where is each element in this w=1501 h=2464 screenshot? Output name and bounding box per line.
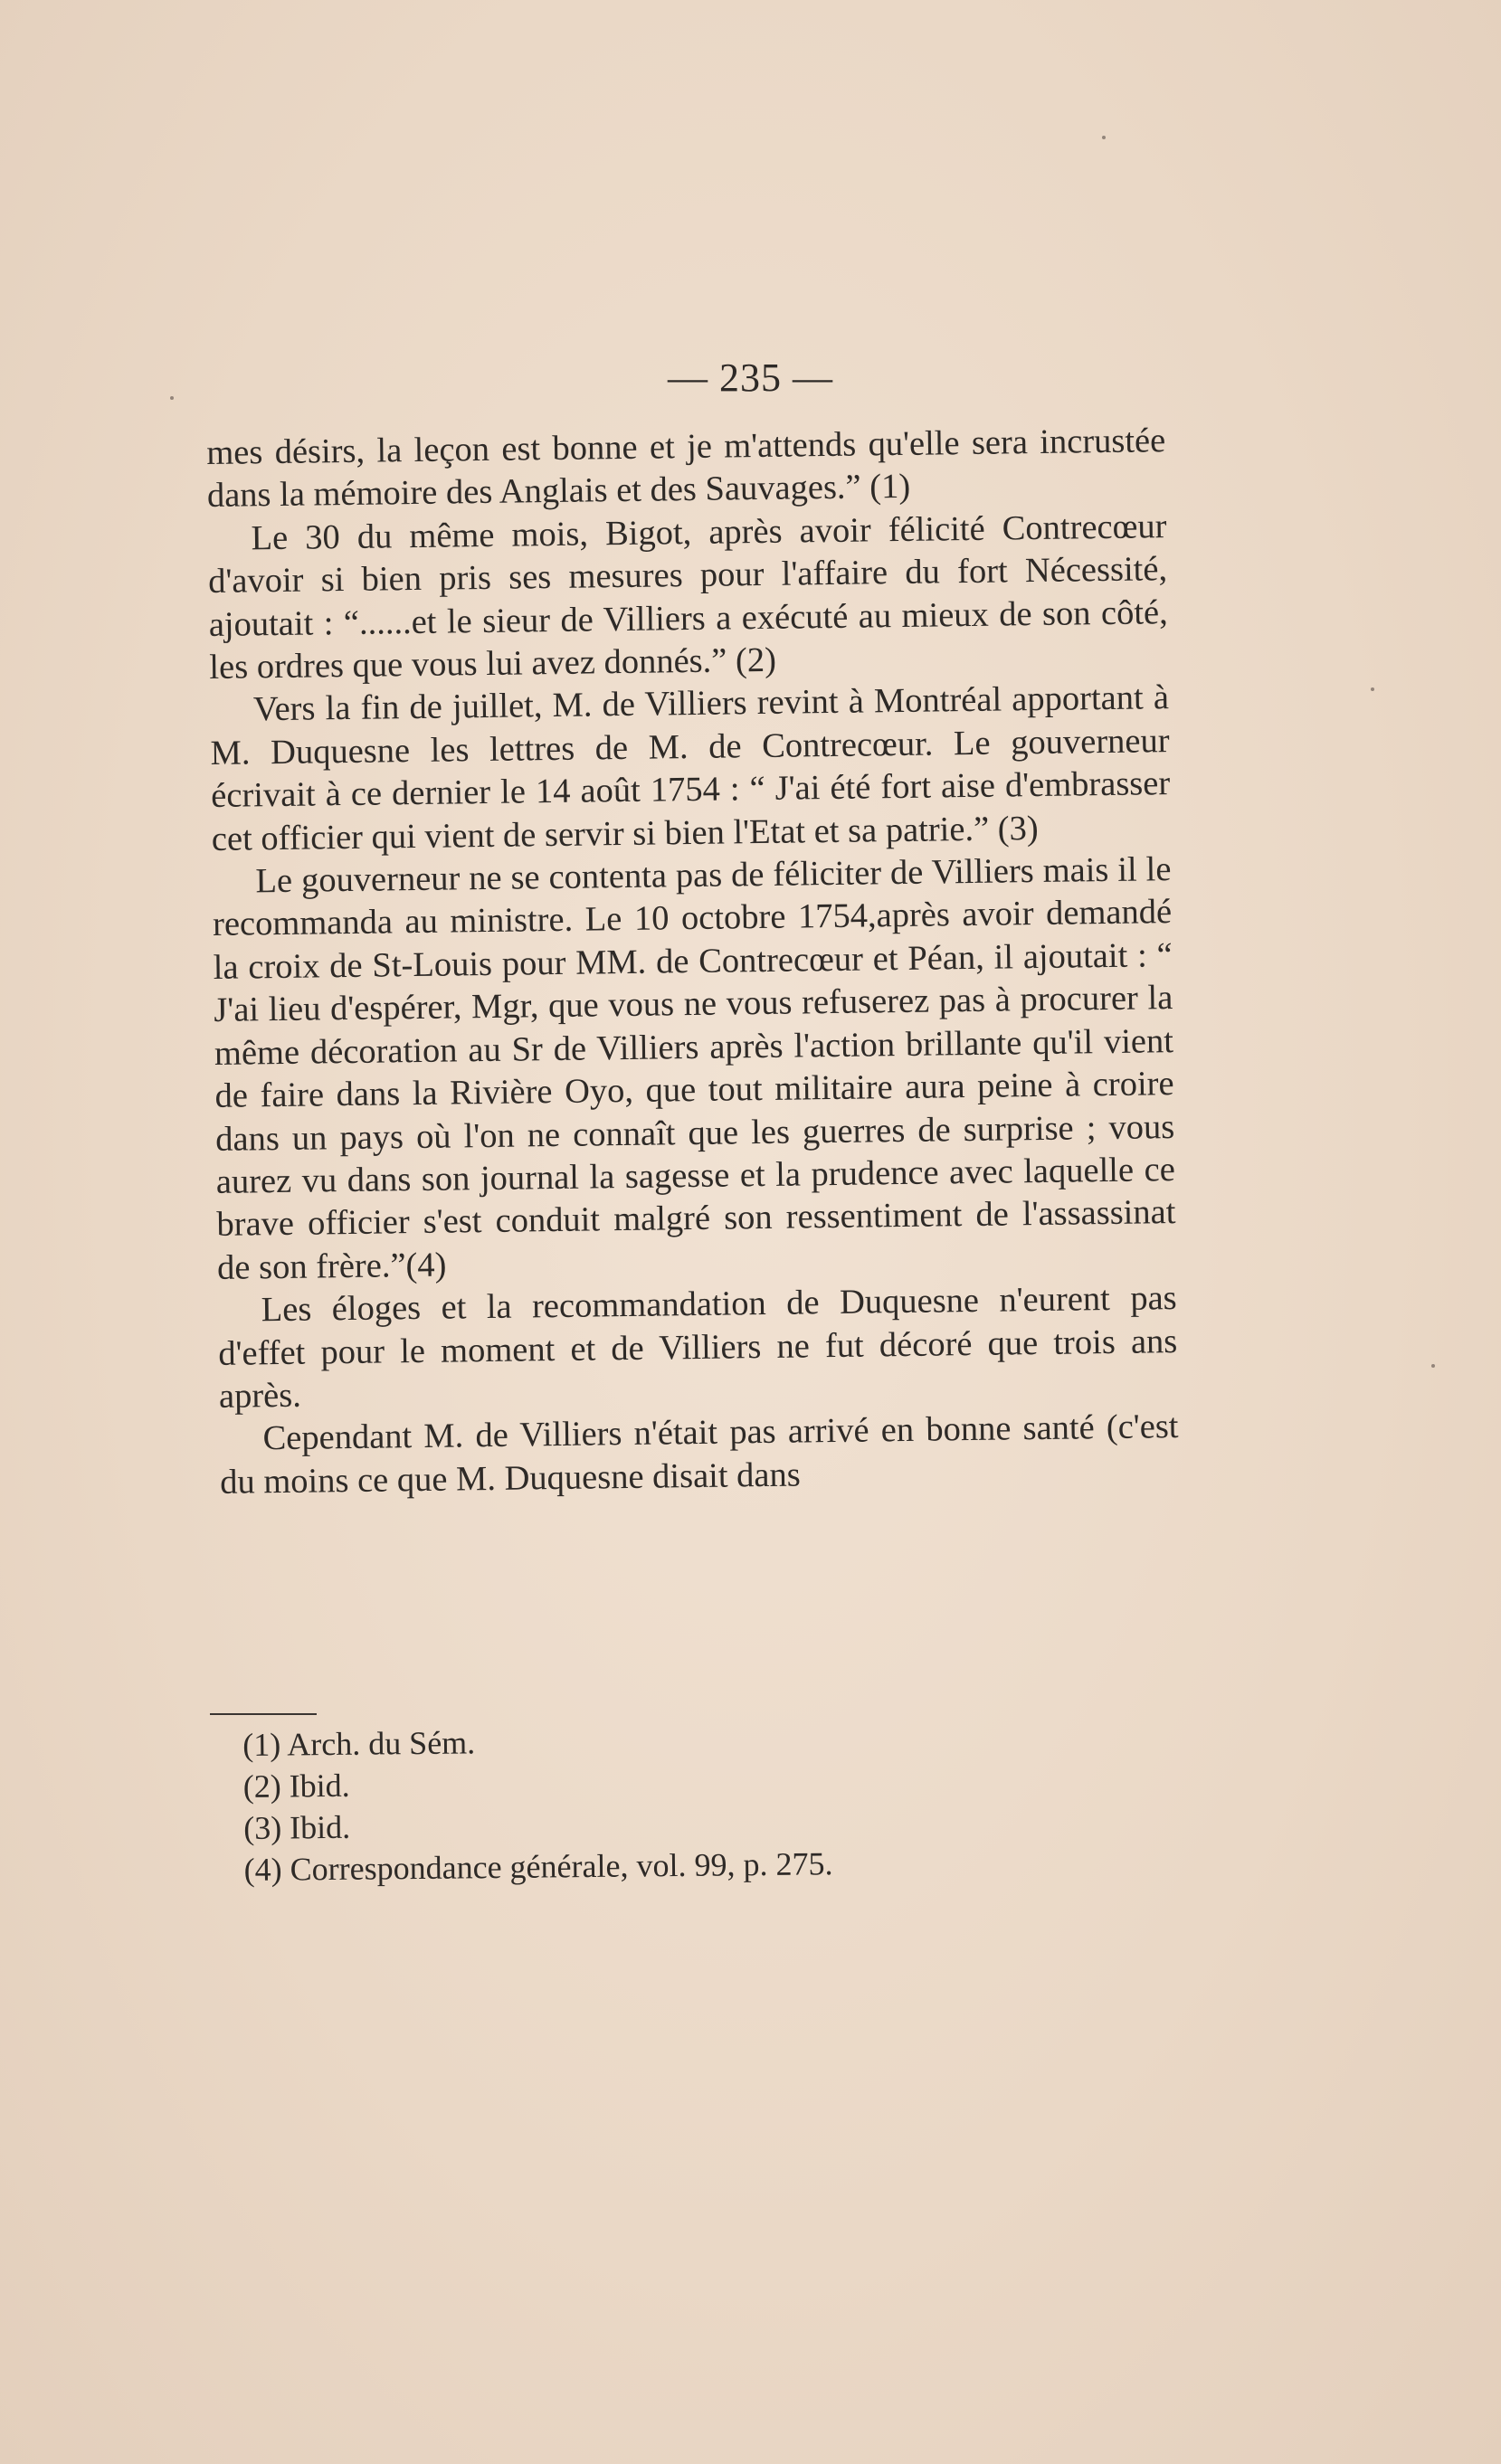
- paragraph: Le gouverneur ne se contenta pas de féliciter de Villiers mais il le recommanda au ministre. Le 10 octobre 1754,après avoir demandé la croix de St-Louis pour MM. de Contrecœur et Péan, il ajoutait : “ J'ai lieu d'espérer, Mgr, que vous ne vous refuserez pas à procurer la même décoration au Sr de Villiers après l'action brillante qu'il vient de faire dans la Rivière Oyo, que tout militaire aura peine à croire dans un pays où l'on ne connaît que les guerres de surprise ; vous aurez vu dans son journal la sagesse et la prudence avec laquelle ce brave officier s'est conduit malgré son ressentiment de l'assassinat de son frère.”(4): [212, 850, 1176, 1287]
- paragraph: Les éloges et la recommandation de Duquesne n'eurent pas d'effet pour le moment et de Villiers ne fut décoré que trois ans après.: [218, 1279, 1178, 1416]
- paper-speck: [1431, 1364, 1435, 1368]
- footnote-separator: [210, 1713, 317, 1715]
- footnote: (3) Ibid.: [242, 1808, 351, 1846]
- paper-speck: [1102, 136, 1106, 139]
- paragraph: Cependant M. de Villiers n'était pas arrivé en bonne santé (c'est du moins ce que M. Duquesne disait dans: [219, 1407, 1179, 1502]
- body-text: [206, 420, 1179, 1504]
- paper-speck: [1371, 687, 1374, 691]
- paragraph: mes désirs, la leçon est bonne et je m'attends qu'elle sera incrustée dans la mémoire des Anglais et des Sauvages.” (1): [206, 422, 1166, 516]
- paragraph: Le 30 du même mois, Bigot, après avoir félicité Contrecœur d'avoir si bien pris ses mesures pour l'affaire du fort Nécessité, ajoutait : “......et le sieur de Villiers a exécuté au mieux de son côté, les ordres que vous lui avez donnés.” (2): [207, 507, 1168, 687]
- paragraph: Vers la fin de juillet, M. de Villiers revint à Montréal apportant à M. Duquesne les lettres de M. de Contrecœur. Le gouverneur écrivait à ce dernier le 14 août 1754 : “ J'ai été fort aise d'embrasser cet officier qui vient de servir si bien l'Etat et sa patrie.” (3): [210, 678, 1171, 858]
- footnote: (2) Ibid.: [242, 1767, 350, 1805]
- footnote: (1) Arch. du Sém.: [242, 1724, 476, 1763]
- footnote: (4) Correspondance générale, vol. 99, p. 275.: [243, 1845, 833, 1888]
- footnotes: [242, 1716, 1059, 1891]
- paper-speck: [170, 396, 174, 400]
- page-number: — 235 —: [668, 355, 833, 400]
